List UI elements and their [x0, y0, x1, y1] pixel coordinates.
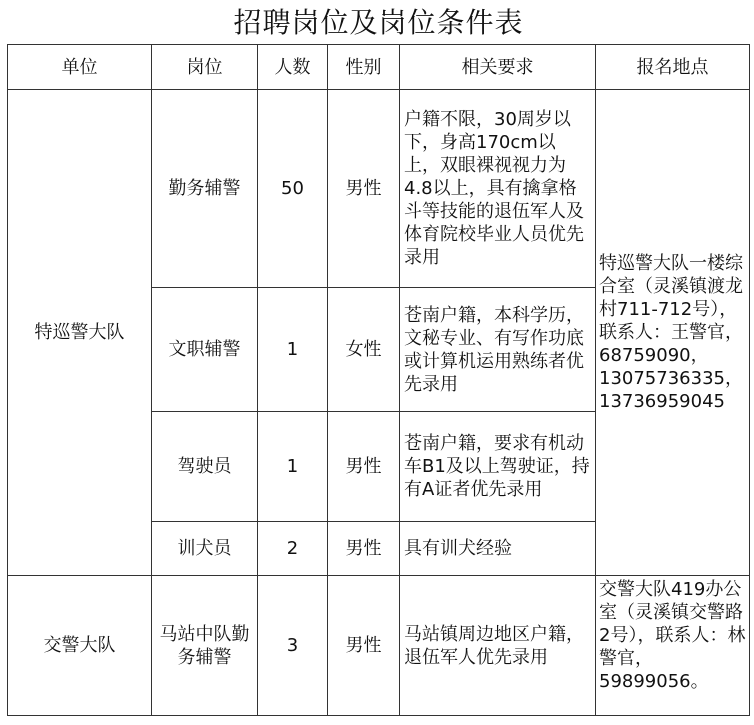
position-cell: 文职辅警	[152, 288, 258, 412]
requirements-cell: 户籍不限，30周岁以下，身高170cm以上，双眼裸视视力为4.8以上，具有擒拿格斗等技能的退伍军人及体育院校毕业人员优先录用	[400, 90, 596, 288]
count-cell: 3	[258, 576, 328, 716]
requirements-cell: 苍南户籍，本科学历，文秘专业、有写作功底或计算机运用熟练者优先录用	[400, 288, 596, 412]
location-cell: 特巡警大队一楼综合室（灵溪镇渡龙村711-712号），联系人：王警官，68759090，13075736335，13736959045	[596, 90, 750, 576]
table-title: 招聘岗位及岗位条件表	[8, 0, 750, 45]
position-cell: 勤务辅警	[152, 90, 258, 288]
count-cell: 2	[258, 522, 328, 576]
position-cell: 驾驶员	[152, 412, 258, 522]
gender-cell: 女性	[328, 288, 400, 412]
unit-cell: 交警大队	[8, 576, 152, 716]
requirements-cell: 具有训犬经验	[400, 522, 596, 576]
requirements-cell: 苍南户籍，要求有机动车B1及以上驾驶证，持有A证者优先录用	[400, 412, 596, 522]
unit-cell: 特巡警大队	[8, 90, 152, 576]
table-row	[8, 90, 750, 288]
header-position: 岗位	[152, 45, 258, 90]
table-row	[8, 576, 750, 716]
gender-cell: 男性	[328, 522, 400, 576]
header-count: 人数	[258, 45, 328, 90]
recruitment-table	[7, 0, 750, 716]
count-cell: 50	[258, 90, 328, 288]
header-row	[8, 45, 750, 90]
gender-cell: 男性	[328, 412, 400, 522]
requirements-cell: 马站镇周边地区户籍，退伍军人优先录用	[400, 576, 596, 716]
location-cell: 交警大队419办公室（灵溪镇交警路2号），联系人：林警官，59899056。	[596, 576, 750, 716]
header-gender: 性别	[328, 45, 400, 90]
count-cell: 1	[258, 288, 328, 412]
header-location: 报名地点	[596, 45, 750, 90]
position-cell: 马站中队勤务辅警	[152, 576, 258, 716]
gender-cell: 男性	[328, 576, 400, 716]
position-cell: 训犬员	[152, 522, 258, 576]
header-requirements: 相关要求	[400, 45, 596, 90]
gender-cell: 男性	[328, 90, 400, 288]
count-cell: 1	[258, 412, 328, 522]
header-unit: 单位	[8, 45, 152, 90]
